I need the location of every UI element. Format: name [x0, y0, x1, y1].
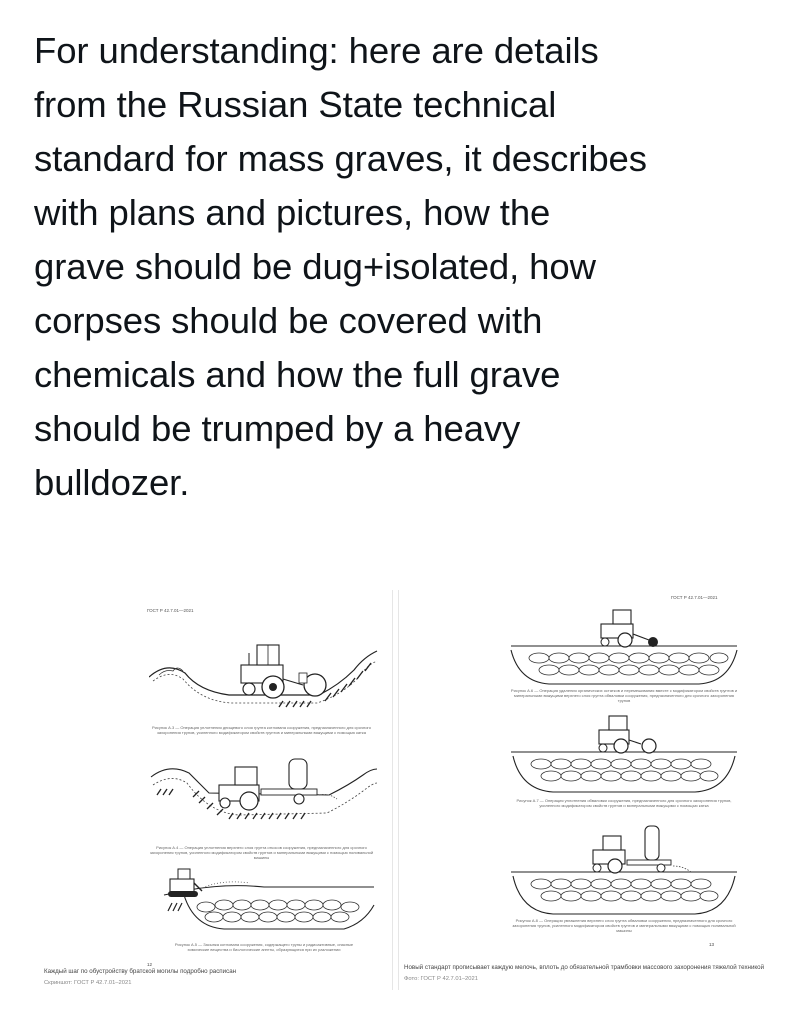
- image-credit-left: Скриншот: ГОСТ Р 42.7.01–2021: [44, 980, 132, 986]
- roller-embankment-illustration: [509, 712, 739, 794]
- bulldozer-backfill-illustration: [144, 865, 379, 935]
- tractor-mixing-illustration: [509, 606, 739, 686]
- page-number: 12: [147, 962, 153, 967]
- document-page-right: [398, 590, 763, 990]
- figure-caption-a7: Рисунок А.7 — Операция уплотнения обваловки сооружения, предназначенного для срочного захоронения трупов, усиленного модификатором свойств грунтов и минеральными вяжущими с помощью катка: [516, 798, 732, 808]
- page-number: 13: [709, 942, 715, 947]
- page-header: ГОСТ Р 42.7.01—2021: [147, 608, 194, 613]
- figure-caption-a3: Рисунок А.3 — Операция уплотнения днищевого слоя грунта котлована сооружения, предназначенного для срочного захоронения трупов, усиленного модификатором свойств грунтов и минеральными вяжущими с помощью катка: [151, 725, 372, 735]
- image-credit-right: Фото: ГОСТ Р 42.7.01–2021: [404, 976, 478, 982]
- roller-compaction-illustration: [149, 635, 379, 715]
- figure-caption-a8: Рисунок А.8 — Операция увлажнения верхнего слоя грунта обваловки сооружения, предназначенного для срочного захоронения трупов, усиленного модификатором свойств грунтов и минеральными вяжущими с помощью поливальной машины: [512, 918, 736, 933]
- page-header: ГОСТ Р 42.7.01—2021: [671, 595, 718, 600]
- figure-caption-a5: Рисунок А.5 — Засыпка котлована сооружения, содержащего трупы и радиоактивные, опасные химические вещества и биологические агенты, образующиеся при их разложении: [174, 942, 354, 952]
- watering-embankment-illustration: [509, 820, 739, 915]
- image-caption-right: Новый стандарт прописывает каждую мелочь, вплоть до обязательной трамбовки массового захоронения тяжелой техникой: [404, 964, 765, 971]
- tweet-image[interactable]: [0, 568, 797, 1024]
- tweet-text: For understanding: here are details from the Russian State technical standard for mass graves, it describes with plans and pictures, how the grave should be dug+isolated, how corpses should be covered with chemicals and how the full grave should be trumped by a heavy bulldozer.: [34, 30, 647, 503]
- image-caption-left: Каждый шаг по обустройству братской могилы подробно расписан: [44, 968, 237, 975]
- figure-caption-a4: Рисунок А.4 — Операция уплотнения верхнего слоя грунта откосов сооружения, предназначенного для срочного захоронения трупов, усиленного модификатором свойств грунтов и минеральными вяжущими с помощью поливальной машины: [149, 845, 374, 860]
- document-page-left: [34, 590, 393, 990]
- watering-truck-illustration: [149, 755, 379, 845]
- figure-caption-a6: Рисунок А.6 — Операция удаления органических остатков и перемешивания вместе с модификатором свойств грунтов и минеральными вяжущими верхнего слоя грунта обваловки сооружения, предназначенного для срочного захоронения трупов: [510, 688, 738, 703]
